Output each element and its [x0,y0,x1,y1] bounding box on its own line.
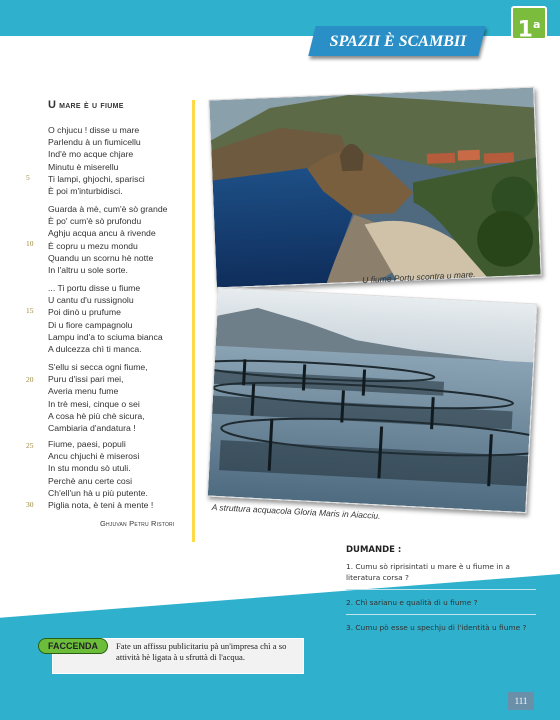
poem-stanza-1 [48,124,145,197]
poem-line: U cantu d'u russignolu [48,295,134,306]
line-number: 20 [26,375,34,384]
line-number: 10 [26,239,34,248]
photo-caption-1: U fiume Portu scontra u mare. [362,269,476,285]
poem-line: Quandu un scornu hè notte [48,252,154,263]
poem-line: Lampu ind'a to sciuma bianca [48,331,163,342]
poem-author: Ghjuvan Petru Ristori [100,519,175,528]
poem-line: Ti lampi, ghjochi, sparisci [48,173,145,184]
poem-line: Fiume, paesi, populi [48,439,126,449]
poem-line: Di u fiore campagnolu [48,319,133,330]
poem-stanza-4 [48,361,148,434]
questions-block [346,545,536,646]
fish-farm-illustration [208,288,536,512]
chapter-number: 1 [517,17,533,43]
poem-line: Parlendu à un fiumicellu [48,137,141,148]
poem-line: Guarda à mè, cum'è sò grande [48,204,168,214]
poem-line: Piglia nota, è teni à mente ! [48,500,154,511]
line-number: 15 [26,306,34,315]
question-3: 3. Cumu pò esse u spechju di l'identità u fiume ? [346,623,527,632]
question-2: 2. Chì sarianu e qualità di u fiume ? [346,597,536,615]
poem-line: In trè mesi, cinque o sei [48,398,140,409]
poem-title-initial: U [48,99,57,111]
page-number: 111 [508,692,534,710]
line-number: 30 [26,500,34,509]
poem-line: A dulcezza chì ti manca. [48,344,142,355]
poem-line: È copru u mezu mondu [48,240,138,251]
poem-line: In l'altru u sole sorte. [48,265,128,276]
section-title: SPAZII È SCAMBII [329,33,467,50]
chapter-suffix: a [532,18,541,31]
line-number: 25 [26,441,34,450]
photo-fish-farm [207,287,538,513]
coast-illustration [209,88,540,288]
poem-line: ... Ti portu disse u fiume [48,283,141,293]
photo-porto-coast [208,87,541,289]
poem-line: Puru d'issi pari mei, [48,374,124,385]
poem-line: Cambiaria d'andatura ! [48,423,136,434]
poem-line: Minutu è miserellu [48,161,119,172]
chapter-tab [511,6,547,43]
faccenda-label: FACCENDA [38,638,108,654]
poem-stanza-2 [48,203,168,276]
line-number: 5 [26,173,30,182]
faccenda-text: Fate un affissu publicitariu pà un'impresa chì a so attività hè ligata à u sfruttà di l'acqua. [116,641,287,662]
poem-title [48,99,124,111]
poem-line: O chjucu ! disse u mare [48,125,140,135]
poem-line: Ch'ell'un hà u più putente. [48,487,148,498]
poem-line: In stu mondu sò utuli. [48,463,131,474]
poem-divider [192,100,195,542]
poem-line: A cosa hè più chè sicura, [48,410,145,421]
poem-line: Poi dinò u prufume [48,307,121,318]
poem-line: Ancu chjuchi è miserosi [48,451,140,462]
poem-stanza-3 [48,282,163,355]
poem-line: È poi m'inturbidisci. [48,186,123,197]
poem-line: Aghju acqua ancu à rivende [48,228,156,239]
poem-stanza-5 [48,438,153,511]
poem-line: È po' cum'è sò prufondu [48,216,142,227]
poem-line: Ind'è mo acque chjare [48,149,134,160]
poem-title-rest: mare è u fiume [59,100,124,111]
poem-line: S'ellu si secca ogni fiume, [48,362,148,372]
photo-caption-2: A struttura acquacola Gloria Maris in Aiacciu. [211,502,381,521]
poem-line: Averia menu fume [48,386,119,397]
poem-line: Perchè anu certe cosi [48,475,133,486]
questions-title: DUMANDE : [346,545,402,555]
question-1: 1. Cumu sò riprisintati u mare è u fiume in a literatura corsa ? [346,561,536,590]
